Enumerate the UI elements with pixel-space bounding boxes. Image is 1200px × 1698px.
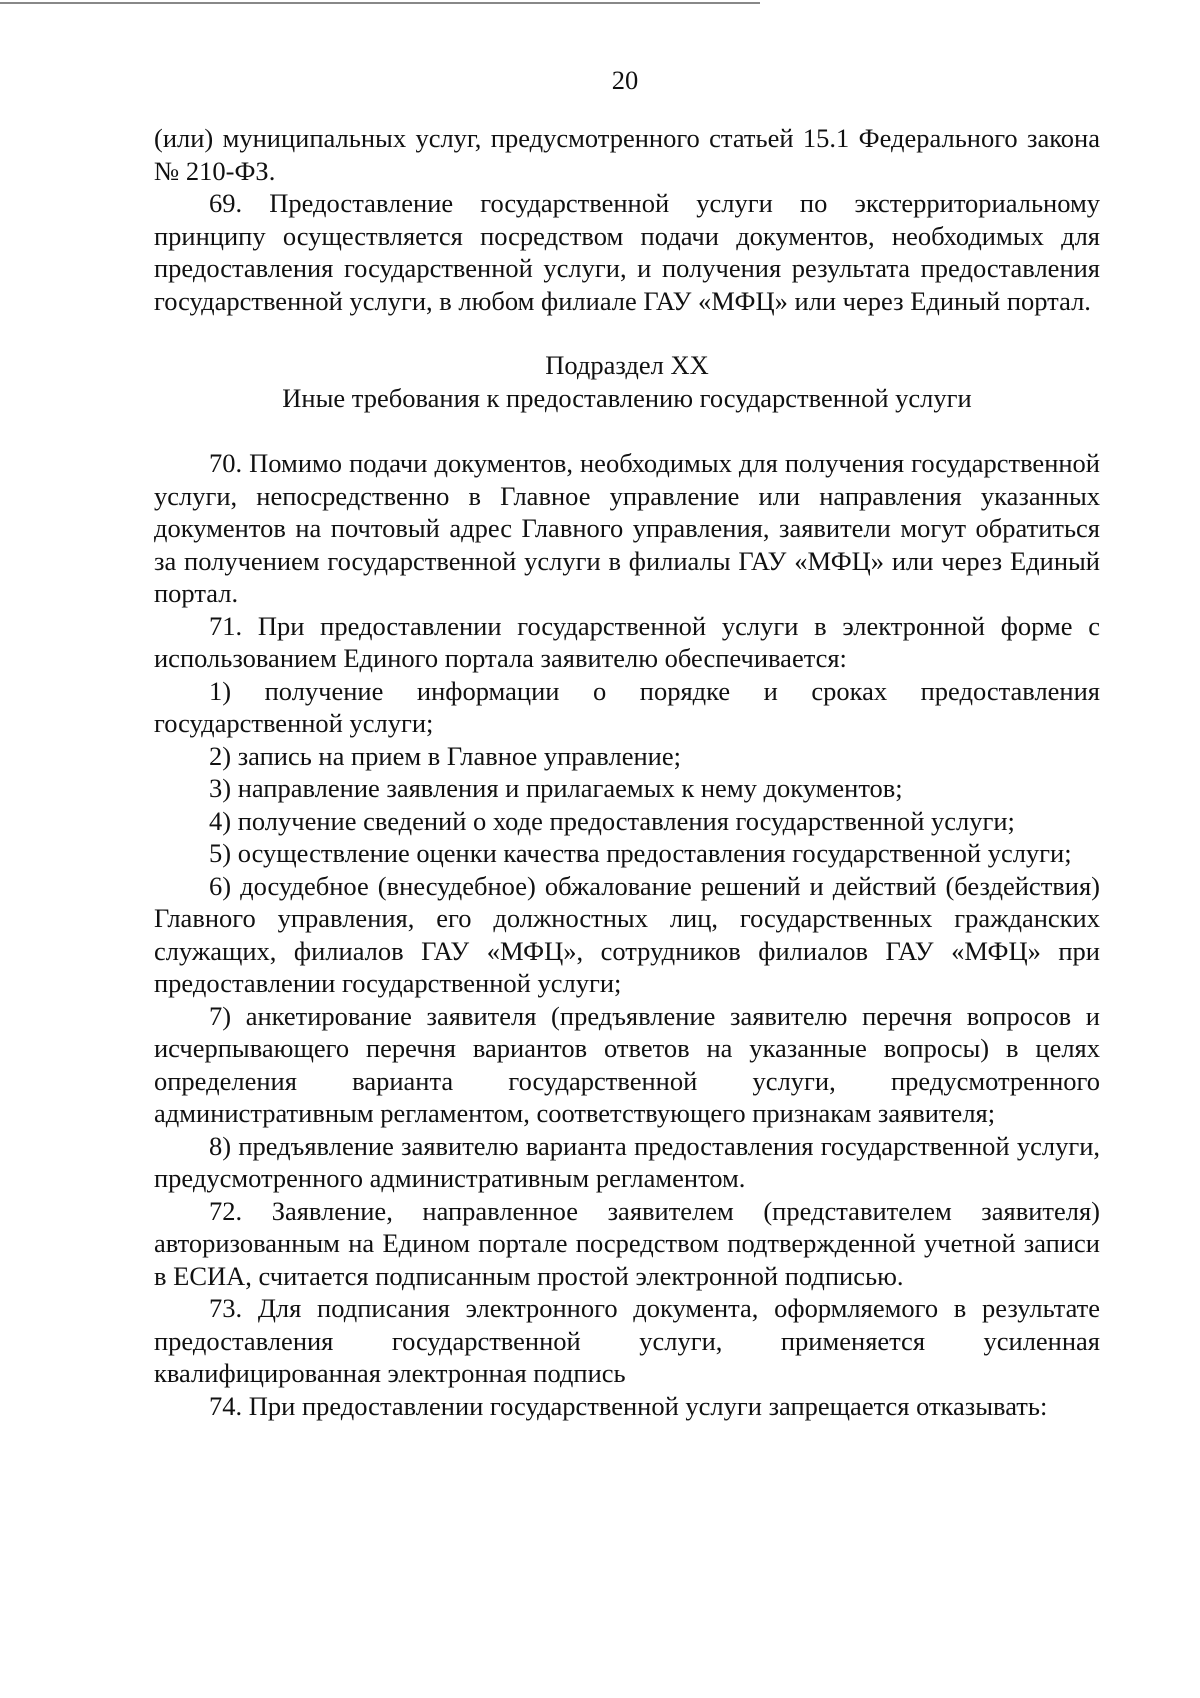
- section-spacer: [154, 414, 1100, 447]
- subsection-title: Подраздел XX: [545, 350, 709, 380]
- list-item-4: 4) получение сведений о ходе предоставления государственной услуги;: [209, 805, 1015, 836]
- paragraph-70: 70. Помимо подачи документов, необходимых для получения государственной услуги, непосредственно в Главное управление или направления указанных документов на почтовый адрес Главного управления, заявители могут обратиться за получением государственной услуги в филиалы ГАУ «МФЦ» или через Единый портал.: [154, 448, 1100, 608]
- list-item-8: 8) предъявление заявителю варианта предоставления государственной услуги, предусмотренного административным регламентом.: [154, 1130, 1100, 1193]
- paragraph-71: 71. При предоставлении государственной услуги в электронной форме с использованием Единого портала заявителю обеспечивается:: [154, 610, 1100, 673]
- list-item-7: 7) анкетирование заявителя (предъявление заявителю перечня вопросов и исчерпывающего перечня вариантов ответов на указанные вопросы) в целях определения варианта государственной услуги, предусмотренного административным регламентом, соответствующего признакам заявителя;: [154, 1000, 1100, 1128]
- paragraph-73: 73. Для подписания электронного документа, оформляемого в результате предоставления государственной услуги, применяется усиленная квалифицированная электронная подпись: [154, 1293, 1100, 1388]
- paragraph-74: 74. При предоставлении государственной услуги запрещается отказывать:: [209, 1390, 1048, 1421]
- list-item-2: 2) запись на прием в Главное управление;: [209, 740, 681, 771]
- list-item-3: 3) направление заявления и прилагаемых к нему документов;: [209, 773, 903, 803]
- list-item-1: 1) получение информации о порядке и сроках предоставления государственной услуги;: [154, 675, 1100, 738]
- paragraph-continuation: (или) муниципальных услуг, предусмотренного статьей 15.1 Федерального закона № 210-ФЗ.: [154, 123, 1100, 186]
- page-number: 20: [611, 65, 639, 95]
- document-body: [154, 122, 1100, 1422]
- subsection-heading-block: [154, 349, 1100, 414]
- scan-edge-line: [0, 2, 760, 4]
- list-item-5: 5) осуществление оценки качества предоставления государственной услуги;: [209, 838, 1072, 868]
- paragraph-69: 69. Предоставление государственной услуги по экстерриториальному принципу осуществляется посредством подачи документов, необходимых для предоставления государственной услуги, и получения результата предоставления государственной услуги, в любом филиале ГАУ «МФЦ» или через Единый портал.: [154, 188, 1100, 316]
- paragraph-72: 72. Заявление, направленное заявителем (представителем заявителя) авторизованным на Едином портале посредством подтвержденной учетной записи в ЕСИА, считается подписанным простой электронной подписью.: [154, 1195, 1100, 1291]
- list-item-6: 6) досудебное (внесудебное) обжалование решений и действий (бездействия) Главного управления, его должностных лиц, государственных гражданских служащих, филиалов ГАУ «МФЦ», сотрудников филиалов ГАУ «МФЦ» при предоставлении государственной услуги;: [154, 870, 1100, 998]
- subsection-heading: Иные требования к предоставлению государственной услуги: [282, 382, 972, 413]
